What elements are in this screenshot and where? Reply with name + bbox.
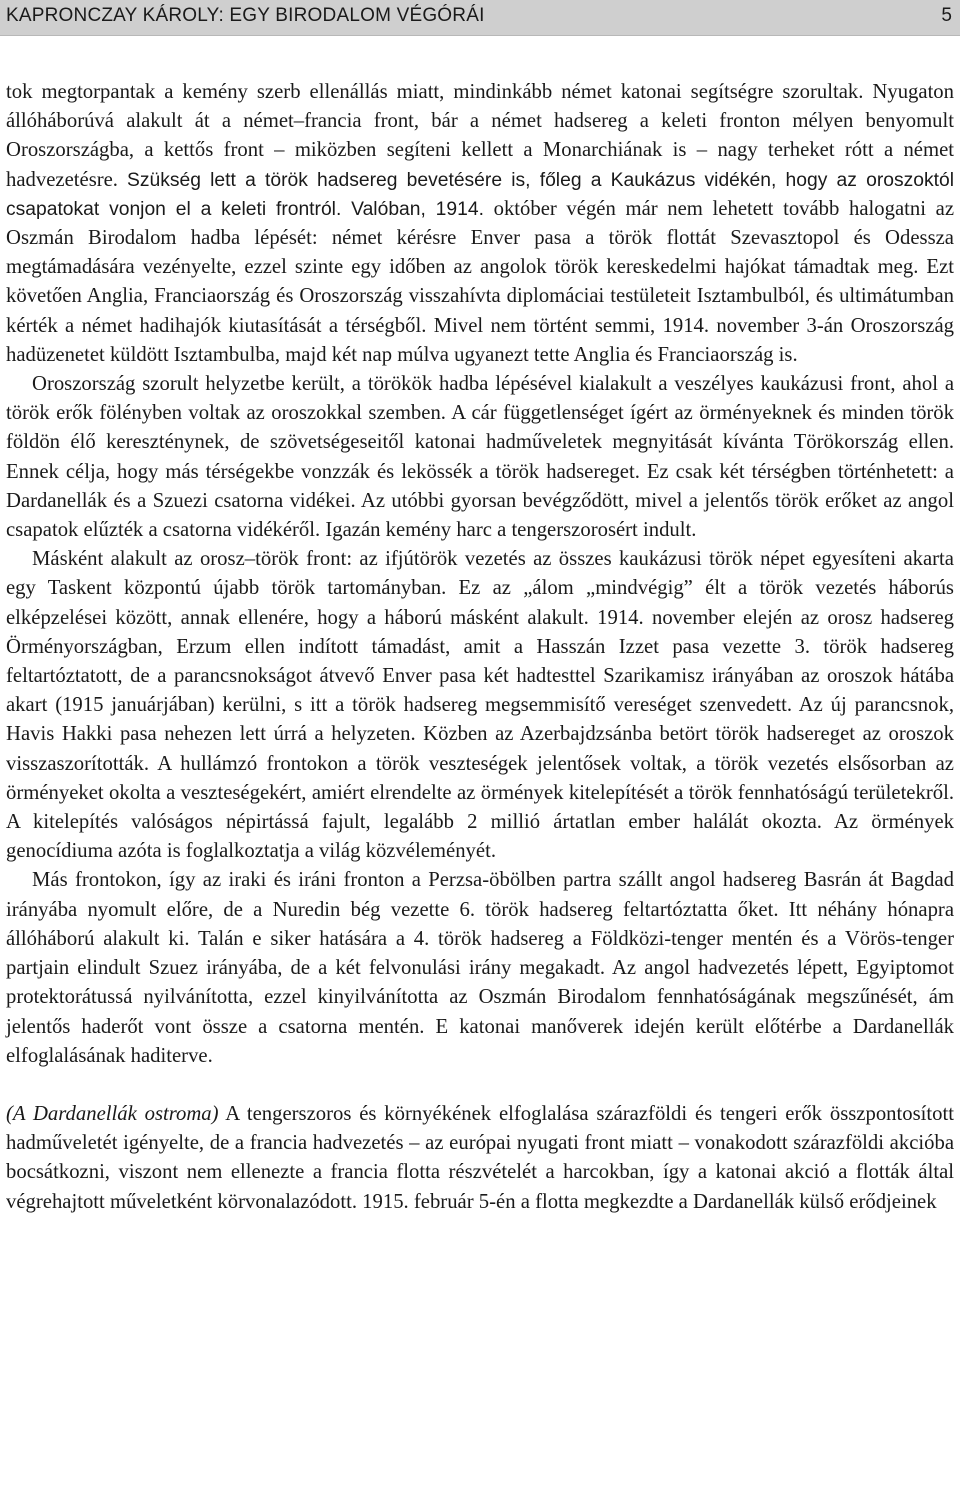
- paragraph-4: Más frontokon, így az iraki és iráni fronton a Perzsa-öbölben partra szállt angol hadsereg Basrán át Bagdad irányába nyomult előre, de a Nuredin bég vezette 6. török hadsereg feltartóztatta őket. Itt néhány hónapra állóháború alakult ki. Talán e siker hatására a 4. török hadsereg a Földközi-tenger mentén és a Vörös-tenger partjain elindult Szuez irányába, de a két felvonulási irány megakadt. Az angol hadvezetés lépett, Egyiptomot protektorátussá nyilvánította, ezzel kinyilvánította az Oszmán Birodalom fennhatóságának megszűnését, ám jelentős haderőt vont össze a csatorna mentén. E katonai manőverek idején került előtérbe a Dardanellák elfoglalásának haditerve.: [6, 869, 954, 1067]
- paragraph-1: [6, 78, 954, 370]
- paragraph-3: Másként alakult az orosz–török front: az ifjútörök vezetés az összes kaukázusi török népet egyesíteni akarta egy Taskent központú újabb török tartományban. Ez az „álom „mindvégig” élt a török vezetés háborús elképzelései között, annak ellenére, hogy a háború másként alakult. 1914. november elején az orosz hadsereg Örményországban, Erzum ellen indított támadást, amit a Hasszán Izzet pasa vezette 3. török hadsereg feltartóztatott, de a parancsnokságot átvevő Enver pasa két hadtesttel Szarikamisz irányában az oroszok hátába akart (1915 januárjában) kerülni, s itt a török hadsereg megsemmisítő vereséget szenvedett. Az új parancsnok, Havis Hakki pasa nehezen lett úrrá a helyzeten. Közben az Azerbajdzsánba betört török hadsereget az oroszok visszaszorították. A hullámzó frontokon a török veszteségek jelentősek voltak, a török vezetés elsősorban az örményeket okolta a veszteségekért, amiért elrendelte az örmények kitelepítését a török fennhatóságú területekről. A kitelepítés valóságos népirtássá fajult, legalább 2 millió ártatlan ember halálát okozta. Az örmények genocídiuma azóta is foglalkoztatja a világ közvéleményét.: [6, 548, 954, 863]
- header-title: KAPRONCZAY KÁROLY: EGY BIRODALOM VÉGÓRÁI: [6, 5, 485, 26]
- article-body: [6, 78, 954, 1217]
- section-title: (A Dardanellák ostroma): [6, 1102, 219, 1125]
- paragraph-1-sans-passage: Szükség lett a török hadsereg bevetésére is, főleg a Kaukázus vidékén, hogy az oroszoktól csapatokat vonjon el a keleti frontról. Valóban, 1914.: [6, 169, 954, 220]
- paragraph-5: [6, 1100, 954, 1217]
- paragraph-2: Oroszország szorult helyzetbe került, a törökök hadba lépésével kialakult a veszélyes kaukázusi front, ahol a török erők fölényben voltak az oroszokkal szemben. A cár függetlenséget ígért az örményeknek és minden török földön élő kereszténynek, de szövetségeseitől katonai hadműveletek megnyitását kívánta Törökország ellen. Ennek célja, hogy más térségekbe vonzzák és lekössék a török hadsereget. Ez csak két térségben történhetett: a Dardanellák és a Szuezi csatorna vidékei. Az utóbbi gyorsan bevégződött, mivel a jelentős török erőket az angol csapatok elűzték a csatorna vidékéről. Igazán kemény harc a tengerszorosért indult.: [6, 373, 954, 542]
- paragraph-5-text: A tengerszoros és környékének elfoglalása szárazföldi és tengeri erők összpontosított hadműveletét igényelte, de a francia hadvezetés – az európai nyugati front miatt – vonakodott szárazföldi akcióba bocsátkozni, viszont nem ellenezte a francia flotta részvételét a harcokban, így a katonai akció a flották által végrehajtott műveletként körvonalazódott. 1915. február 5-én a flotta megkezdte a Dardanellák külső erődjeinek: [6, 1102, 954, 1213]
- paragraph-1-tail: október végén már nem lehetett tovább halogatni az Oszmán Birodalom hadba lépését: német kérésre Enver pasa a török flottát Szevasztopol és Odessza megtámadására vezényelte, ezzel szinte egy időben az angolok török kereskedelmi hajókat támadtak meg. Ezt követően Anglia, Franciaország és Oroszország visszahívta diplomáciai testületeit Isztambulból, és ultimátumban kérték a német hadihajók kiutasítását a térségből. Mivel nem történt semmi, 1914. november 3-án Oroszország hadüzenetet küldött Isztambulba, majd két nap múlva ugyanezt tette Anglia és Franciaország is.: [6, 197, 955, 366]
- paragraph-1-lead: tok megtorpantak a kemény szerb ellenállás miatt, mindinkább német katonai segítségre szorultak. Nyugaton állóháborúvá alakult át a német–francia front, bár a német hadsereg a keleti fronton mélyen benyomult Oroszországba, a kettős front – miközben segíteni kellett a Monarchiának is – nagy terheket rótt a német hadvezetésre.: [6, 81, 954, 191]
- page-number: 5: [941, 5, 952, 26]
- running-header: [0, 0, 960, 36]
